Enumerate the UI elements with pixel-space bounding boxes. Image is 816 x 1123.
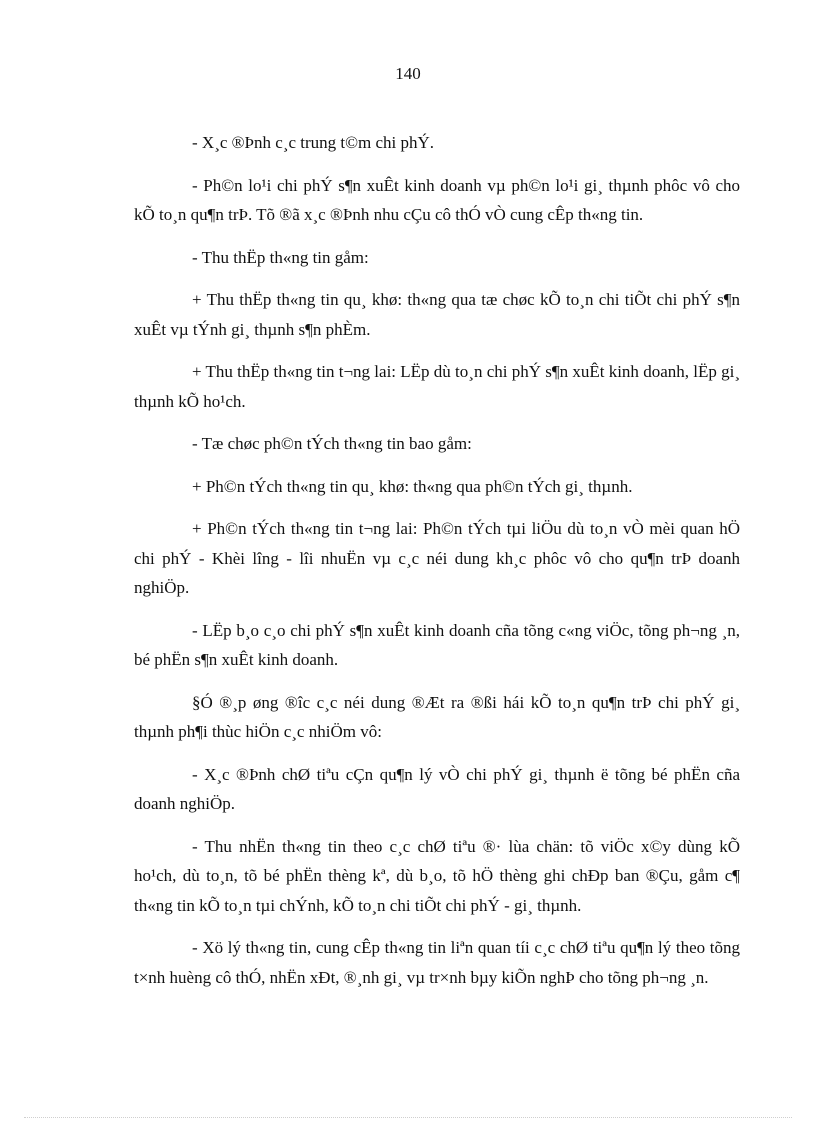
paragraph-collect-info: - Thu thËp th«ng tin gåm: xyxy=(192,247,369,267)
paragraph-future-analysis: + Ph©n tÝch th«ng tin t¬ng lai: Ph©n tÝch tµi liÖu dù to¸n vÒ mèi quan hÖ chi phÝ - Khèi lîng - lîi nhuËn vµ c¸c néi dung kh¸c phôc vô cho qu¶n trÞ doanh nghiÖp. xyxy=(134,519,740,597)
paragraph-analysis: - Tæ chøc ph©n tÝch th«ng tin bao gåm: xyxy=(192,434,472,453)
paragraph-past-info: + Thu thËp th«ng tin qu¸ khø: th«ng qua tæ chøc kÕ to¸n chi tiÕt chi phÝ s¶n xuÊt vµ tÝnh gi¸ thµnh s¶n phÈm. xyxy=(134,290,740,339)
paragraph-reports: - LËp b¸o c¸o chi phÝ s¶n xuÊt kinh doanh cña tõng c«ng viÖc, tõng ph¬ng ¸n, bé phËn s¶n xuÊt kinh doanh. xyxy=(134,620,740,669)
body-text xyxy=(134,128,740,1005)
bottom-divider xyxy=(24,1117,792,1118)
page-number: 140 xyxy=(395,64,421,83)
paragraph-future-info: + Thu thËp th«ng tin t¬ng lai: LËp dù to¸n chi phÝ s¶n xuÊt kinh doanh, lËp gi¸ thµnh kÕ ho¹ch. xyxy=(134,362,740,411)
paragraph-past-analysis: + Ph©n tÝch th«ng tin qu¸ khø: th«ng qua ph©n tÝch gi¸ thµnh. xyxy=(192,476,633,496)
paragraph-indicators: - X¸c ®Þnh chØ tiªu cÇn qu¶n lý vÒ chi phÝ gi¸ thµnh ë tõng bé phËn cña doanh nghiÖp. xyxy=(134,764,740,813)
paragraph-receive-info: - Thu nhËn th«ng tin theo c¸c chØ tiªu ®· lùa chän: tõ viÖc x©y dùng kÕ ho¹ch, dù to¸n, tõ bé phËn thèng kª, dù b¸o, tõ hÖ thèng ghi chÐp ban ®Çu, gåm c¶ th«ng tin kÕ to¸n tµi chÝnh, kÕ to¸n chi tiÕt chi phÝ - gi¸ thµnh. xyxy=(134,836,740,915)
paragraph-process-info: - Xö lý th«ng tin, cung cÊp th«ng tin liªn quan tíi c¸c chØ tiªu qu¶n lý theo tõng t×nh huèng cô thÓ, nhËn xÐt, ®¸nh gi¸ vµ tr×nh bµy kiÕn nghÞ cho tõng ph¬ng ¸n. xyxy=(134,938,740,987)
paragraph-cost-centers: - X¸c ®Þnh c¸c trung t©m chi phÝ. xyxy=(192,133,435,152)
paragraph-cost-classification: - Ph©n lo¹i chi phÝ s¶n xuÊt kinh doanh vµ ph©n lo¹i gi¸ thµnh phôc vô cho kÕ to¸n qu¶n trÞ. Tõ ®ã x¸c ®Þnh nhu cÇu cô thÓ vÒ cung cÊp th«ng tin. xyxy=(134,175,740,224)
paragraph-requirements: §Ó ®¸p øng ®îc c¸c néi dung ®Æt ra ®ßi hái kÕ to¸n qu¶n trÞ chi phÝ gi¸ thµnh ph¶i thùc hiÖn c¸c nhiÖm vô: xyxy=(134,692,740,741)
